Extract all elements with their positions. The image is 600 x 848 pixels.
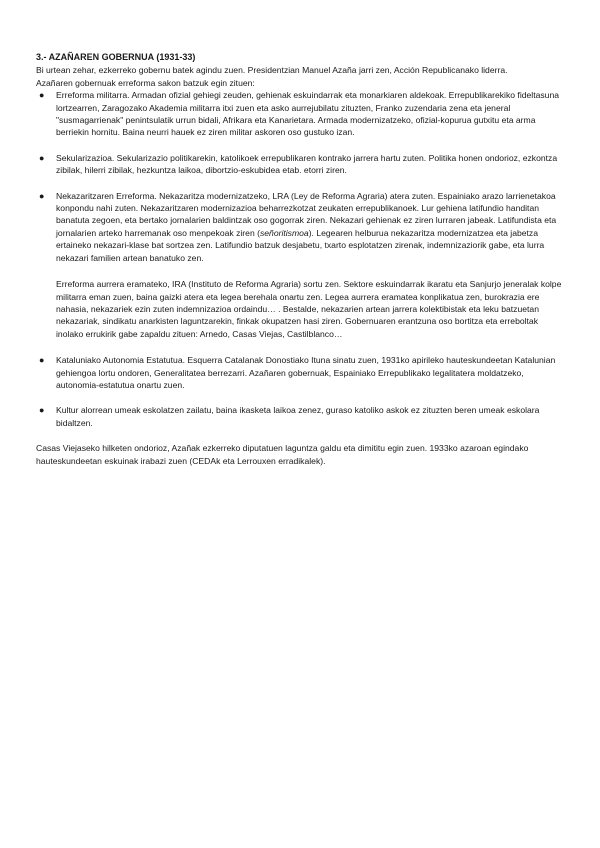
document-body <box>36 51 566 467</box>
agrarian-emphasis: señoritismoa <box>259 227 309 238</box>
list-item-agrarian-reform <box>36 190 566 340</box>
paragraph-spacer <box>56 264 566 278</box>
list-item-text: Kultur alorrean umeak eskolatzen zailatu, baina ikasketa laikoa zenez, guraso katoliko askok ez zituzten beren umeak eskolara bidaltzen. <box>56 405 540 428</box>
list-item-text: Sekularizazioa. Sekularizazio politikarekin, katolikoek errepublikaren kontrako jarrera hartu zuten. Politika honen ondorioz, ezkontza zibilak, hilerri zibilak, hezkuntza laikoa, dibortzio-eskubidea etab. etorri ziren. <box>56 152 558 176</box>
reforms-list <box>36 89 566 429</box>
list-item-catalan-statute <box>36 354 566 391</box>
list-item-military-reform <box>36 89 566 139</box>
agrarian-text-before: Nekazaritzaren Erreforma. Nekazaritza modernizatzeko, LRA (Ley de Reforma Agraria) atera zuten. Espainiako arazo larrienetakoa konpondu nahi zuten. Nekazaritzaren modernizazioa beharrezkotzat zeukaten errepublikanoek. Lur gehiena latifundio handitan banatuta zegoen, eta bertako jornalarien baldintzak oso gogorrak ziren. Nekazari gehienak ez ziren lurraren jabeak. Latifundista eta jornalarien arteko harremanak oso menpekoak ziren ( <box>56 190 557 238</box>
section-title: 3.- AZAÑAREN GOBERNUA (1931-33) <box>36 52 196 62</box>
list-spacer <box>36 139 566 152</box>
list-item-culture <box>36 404 566 429</box>
bullet-icon: ● <box>39 90 45 101</box>
bullet-icon: ● <box>39 355 45 366</box>
agrarian-second-paragraph: Erreforma aurrera eramateko, IRA (Instituto de Reforma Agraria) sortu zen. Sektore eskuindarrak ikaratu eta Sanjurjo jeneralak kolpe militarra eman zuen, baina gaizki atera eta legea berehala onartu zen. Legea aurrera eramatea konplikatua zen, burokrazia ere nahasia, nekazariek ezin zuten indemnizazioa ordaindu… . Bestalde, nekazarien artean jarrera kolektibistak eta leku batzuetan nekazariak, sindikatu anarkisten laguntzarekin, finkak okupatzen hasi ziren. Gobernuaren erantzuna oso bortitza eta erreboltak inolako errukirik gabe zapaldu zituen: Arnedo, Casas Viejas, Castilblanco… <box>56 279 562 339</box>
bullet-icon: ● <box>39 405 45 416</box>
list-item-text: Erreforma militarra. Armadan ofizial gehiegi zeuden, gehienak eskuindarrak eta monarkiaren aldekoak. Errepublikarekiko fideltasuna lortzearren, Zaragozako Akademia militarra itxi zuen eta asko aurrejubilatu zituzten, Franko zuzendaria zena eta jeneral "susmagarrienak" penintsulatik urrun bidali, Afrikara eta Kanarietara. Armada modernizatzeko, ofizial-kopurua gutxitu eta arma berriekin hornitu. Baina neurri hauek ez ziren militar askoren oso gustuko izan. <box>56 90 560 138</box>
agrarian-text-after: ). Legearen helburua nekazaritza modernizatzea eta jabetza ertaineko nekazari-klase bat sortzea zen. Latifundio batzuk desjabetu, txarto esplotatzen zirenak, indemnizaziorik gabe, eta lurra nekazari familien artean banatuko zen. <box>56 227 545 263</box>
bullet-icon: ● <box>39 190 45 201</box>
section-spacer <box>36 429 566 442</box>
list-item-text: Kataluniako Autonomia Estatutua. Esquerra Catalanak Donostiako Ituna sinatu zuen, 1931ko apirileko hauteskundeetan Katalunian gehiengoa lortu ondoren, Generalitatea berrezarri. Azañaren gobernuak, Espainiako Errepublikako legalitatera moldatzeko, autonomia-estatutua onartu zuen. <box>56 355 556 390</box>
reforms-lead: Azañaren gobernuak erreforma sakon batzuk egin zituen: <box>36 77 255 88</box>
intro-paragraph: Bi urtean zehar, ezkerreko gobernu batek agindu zuen. Presidentzian Manuel Azaña jarri zen, Acción Republicanako liderra. <box>36 65 508 76</box>
bullet-icon: ● <box>39 152 45 163</box>
list-item-text <box>56 191 556 263</box>
list-spacer <box>36 177 566 190</box>
list-spacer <box>36 340 566 354</box>
conclusion-paragraph: Casas Viejaseko hilketen ondorioz, Azañak ezkerreko diputatuen laguntza galdu eta dimititu egin zuen. 1933ko azaroan egindako hauteskundeetan eskuinak irabazi zuen (CEDAk eta Lerrouxen erradikalek). <box>36 443 529 466</box>
list-item-secularization <box>36 152 566 177</box>
list-spacer <box>36 391 566 404</box>
